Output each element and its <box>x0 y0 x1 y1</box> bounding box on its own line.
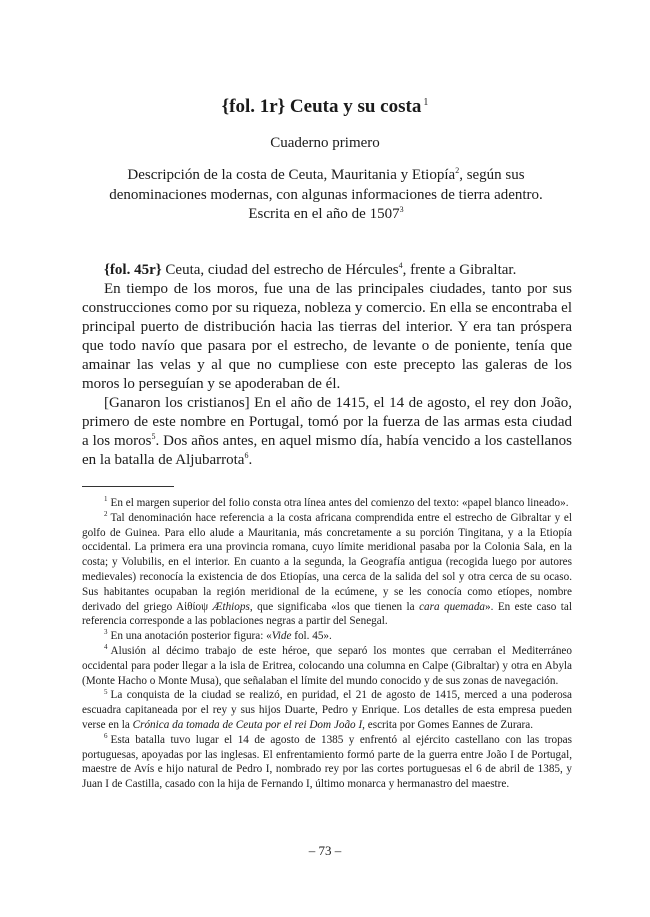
paragraph-3-text-1: [Ganaron los cristianos] En el año de 1415, el 14 de agosto, el rey don João, primero de este nombre en Portugal, tomó por la fuerza de las armas esta ciudad a los moros <box>82 395 572 449</box>
footnote-2-text-1: Tal denominación hace referencia a la costa africana comprendida entre el estrecho de Gibraltar y el golfo de Guinea. Para ello alude a Mauritania, más concretamente a su porción Tingitana, y a la Etiopía occidental. La primera era una provincia romana, cuyo límite meridional pasaba por la Colonia Sala, en la costa; y Volubilis, en el interior. En cuanto a la segunda, la Geografía antigua (recogida luego por autores medievales) reconocía la existencia de dos Etiopías, una cerca de la salida del sol y otra cerca de su ocaso. Sus habitantes ocupaban la región meridional de la ecúmene, y se les conocía como etíopes, nombre derivado del griego Aἰθίοψ <box>82 511 572 613</box>
footnote-3-text-2: fol. 45». <box>291 630 332 643</box>
footnote-6 <box>82 733 572 792</box>
title-text: Ceuta y su costa <box>289 96 422 117</box>
paragraph-1-text-end: , frente a Gibraltar. <box>402 262 517 278</box>
footnote-2-text-3: ». En este caso tal referencia corresponde a las poblaciones negras a partir del Senegal. <box>82 600 572 628</box>
footnote-3 <box>82 629 572 644</box>
footnote-4 <box>82 644 572 688</box>
footnote-2-number: 2 <box>104 510 108 519</box>
chapter-title <box>0 96 650 118</box>
footnote-1 <box>82 496 572 511</box>
footnote-4-number: 4 <box>104 643 108 652</box>
footnote-5-text-1: La conquista de la ciudad se realizó, en puridad, el 21 de agosto de 1415, merced a una poderosa escuadra capitaneada por el rey y sus hijos Duarte, Pedro y Enrique. Los detalles de esta empresa pueden verse en la <box>82 689 572 731</box>
desc-part1: Descripción de la costa de Ceuta, Mauritania y Etiopía <box>127 167 456 183</box>
footnote-5 <box>82 688 572 732</box>
footnote-6-number: 6 <box>104 732 108 741</box>
paragraph-3-text-3: . <box>248 452 253 468</box>
paragraph-1 <box>82 261 572 280</box>
footnote-2-italic-2: cara quemada <box>419 600 486 613</box>
paragraph-1-text: Ceuta, ciudad del estrecho de Hércules <box>161 262 399 278</box>
main-text <box>82 261 572 470</box>
footnote-separator <box>82 486 174 487</box>
desc-part3: Escrita en el año de 1507 <box>248 206 400 222</box>
footnote-6-text: Esta batalla tuvo lugar el 14 de agosto de 1385 y enfrentó al ejército castellano con las tropas portuguesas, apoyadas por las inglesas. El enfrentamiento formó parte de la guerra entre João I de Portugal, maestre de Avís e hijo natural de Pedro I, nombrado rey por las cortes portuguesas el 6 de abril de 1385, y Juan I de Castilla, casado con la hija de Fernando I, último monarca y hermanastro del maestre. <box>82 733 572 791</box>
body-note-ref-4: 4 <box>398 261 403 270</box>
footnote-3-text-1: En una anotación posterior figura: « <box>110 630 272 643</box>
footnote-1-number: 1 <box>104 495 108 504</box>
footnote-4-text: Alusión al décimo trabajo de este héroe, que separó los montes que cerraban el Mediterráneo occidental para poder llegar a la isla de Eritrea, colocando una columna en Calpe (Gibraltar) y otra en Abyla (Monte Hacho o Monte Musa), que señalaban el límite del mundo conocido y de sus zonas de navegación. <box>82 644 572 687</box>
chapter-subtitle: Cuaderno primero <box>270 135 380 151</box>
paragraph-2: En tiempo de los moros, fue una de las principales ciudades, tanto por sus construcciones como por su riqueza, nobleza y comercio. En ella se encontraba el principal puerto de distribución hacia las tierras del interior. Y era tan próspera que todo navío que pasara por el estrecho, de levante o de poniente, tenía que amainar las velas y al que no cumpliese con este precepto las galeras de los moros lo perseguían y se apoderaban de él. <box>82 281 572 392</box>
footnote-2 <box>82 511 572 629</box>
desc-note-ref-2: 3 <box>399 205 404 214</box>
body-note-ref-5: 5 <box>151 432 156 441</box>
footnote-2-text-2: , que significaba «los que tienen la <box>249 600 420 613</box>
footnote-1-text: En el margen superior del folio consta otra línea antes del comienzo del texto: «papel blanco lineado». <box>110 497 569 509</box>
paragraph-3 <box>82 394 572 470</box>
footnotes <box>82 496 572 792</box>
body-folio: {fol. 45r} <box>104 262 162 278</box>
paragraph-3-text-2: . Dos años antes, en aquel mismo día, había vencido a los castellanos en la batalla de Aljubarrota <box>82 433 572 468</box>
footnote-3-italic: Vide <box>271 630 292 643</box>
footnote-5-text-2: , escrita por Gomes Eannes de Zurara. <box>362 718 534 731</box>
page-number: – 73 – <box>308 843 342 858</box>
body-note-ref-6: 6 <box>244 451 249 460</box>
footnote-5-italic: Crónica da tomada de Ceuta por el rei Dom João I <box>132 718 363 731</box>
desc-part2: , según sus denominaciones modernas, con algunas informaciones de tierra adentro. <box>109 167 543 203</box>
title-note-ref: 1 <box>423 96 429 108</box>
footnote-5-number: 5 <box>104 687 108 696</box>
footnote-3-number: 3 <box>104 628 108 637</box>
chapter-description <box>96 166 556 225</box>
desc-note-ref-1: 2 <box>455 166 460 175</box>
title-folio: {fol. 1r} <box>221 96 286 117</box>
footnote-2-italic-1: Æthiops <box>212 600 250 613</box>
